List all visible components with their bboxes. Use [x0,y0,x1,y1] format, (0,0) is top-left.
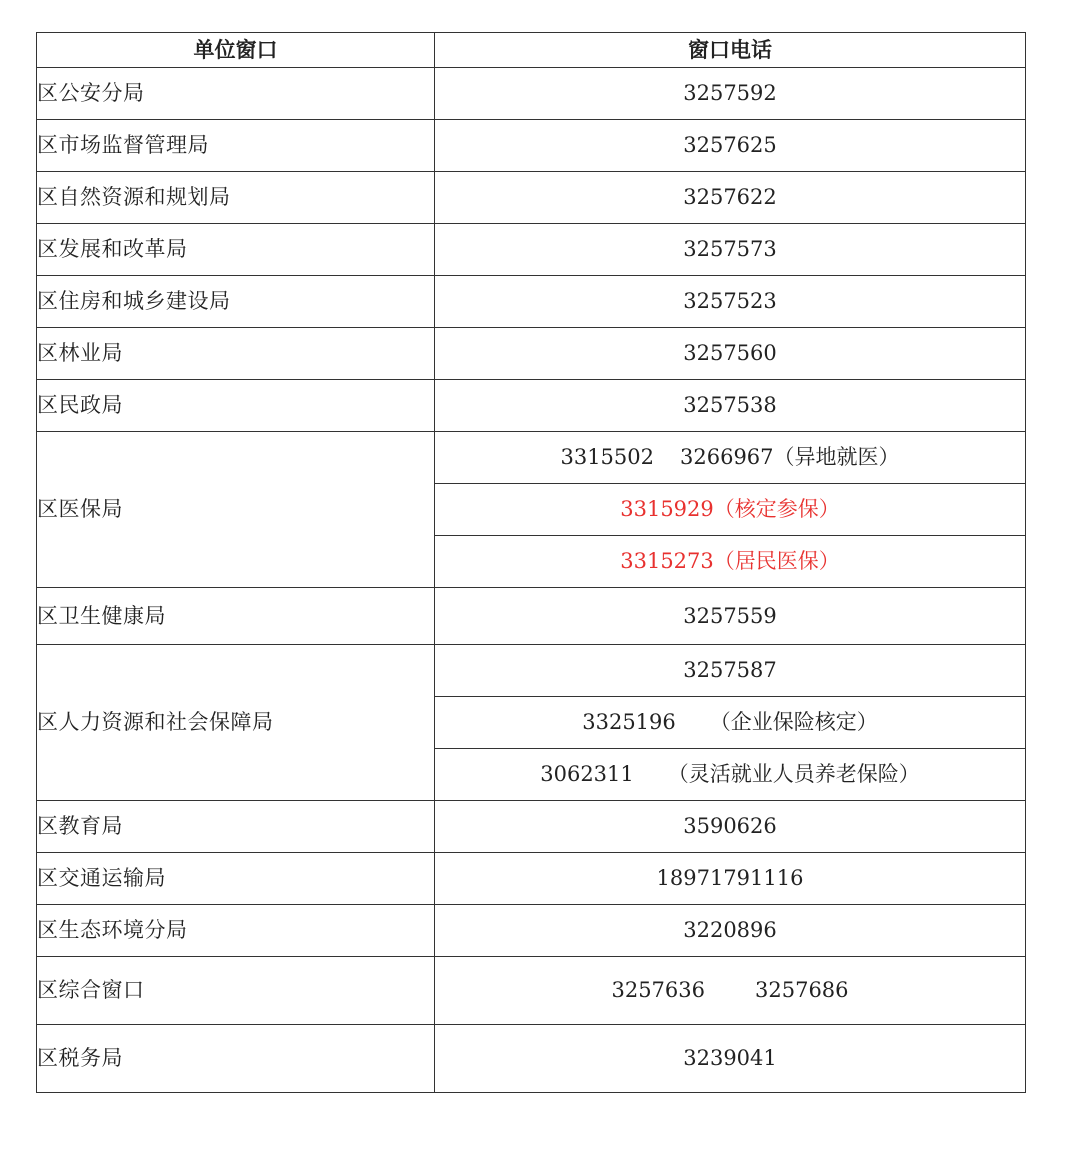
table-row [37,905,1026,957]
unit-name: 区民政局 [37,380,435,432]
unit-name: 区税务局 [37,1025,435,1093]
phone-number: 3257686 [755,978,849,1002]
phone-number: 3062311 [540,762,634,786]
phone-number-highlight: 3315273（居民医保） [435,536,1026,588]
unit-name: 区发展和改革局 [37,224,435,276]
table-row [37,1025,1026,1093]
phone-number: 3325196 [582,710,676,734]
phone-number: 3257523 [435,276,1026,328]
phone-number: 3257636 [611,978,705,1002]
table-row [37,380,1026,432]
table-row [37,224,1026,276]
phone-note: （企业保险核定） [709,710,878,734]
unit-name: 区综合窗口 [37,957,435,1025]
phone-line-hr-3 [435,749,1026,801]
phone-number: 3315502 [560,445,654,469]
phone-number-highlight: 3315929（核定参保） [435,484,1026,536]
phone-number: 3590626 [435,801,1026,853]
phone-line-medical-1 [435,432,1026,484]
phone-number: 3220896 [435,905,1026,957]
table-row-medical [37,432,1026,484]
table-row [37,588,1026,645]
unit-name-hr: 区人力资源和社会保障局 [37,645,435,801]
table-row [37,957,1026,1025]
unit-name: 区交通运输局 [37,853,435,905]
phone-number: 3239041 [435,1025,1026,1093]
phone-number: 3257592 [435,68,1026,120]
phone-number: 3257625 [435,120,1026,172]
phone-number: 18971791116 [435,853,1026,905]
phone-number: 3266967（异地就医） [680,445,900,469]
phone-line-general [435,957,1026,1025]
phone-number: 3257587 [435,645,1026,697]
unit-name: 区市场监督管理局 [37,120,435,172]
unit-name: 区生态环境分局 [37,905,435,957]
unit-name: 区公安分局 [37,68,435,120]
phone-column-header: 窗口电话 [435,33,1026,68]
phone-number: 3257538 [435,380,1026,432]
table-row [37,172,1026,224]
unit-name: 区住房和城乡建设局 [37,276,435,328]
table-header-row [37,33,1026,68]
unit-name-medical: 区医保局 [37,432,435,588]
table-row [37,68,1026,120]
table-row [37,801,1026,853]
phone-number: 3257622 [435,172,1026,224]
unit-name: 区教育局 [37,801,435,853]
phone-note: （灵活就业人员养老保险） [667,762,920,786]
unit-name: 区自然资源和规划局 [37,172,435,224]
phone-number: 3257559 [435,588,1026,645]
unit-column-header: 单位窗口 [37,33,435,68]
phone-number: 3257560 [435,328,1026,380]
table-row-hr [37,645,1026,697]
unit-name: 区林业局 [37,328,435,380]
table-row [37,853,1026,905]
table-row [37,120,1026,172]
phone-number: 3257573 [435,224,1026,276]
table-row [37,328,1026,380]
unit-name: 区卫生健康局 [37,588,435,645]
table-row [37,276,1026,328]
phone-directory-table [36,32,1026,1093]
phone-line-hr-2 [435,697,1026,749]
